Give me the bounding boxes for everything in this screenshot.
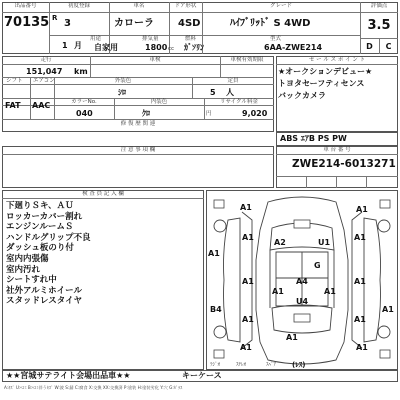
yen-label: 円	[206, 111, 212, 117]
lot-number: 70135	[4, 15, 50, 30]
shift: FAT	[5, 101, 21, 110]
color-label: 外装色	[114, 78, 132, 84]
chassis-label: 車 台 番 号	[323, 147, 351, 153]
venue-note: ★★宮城サテライト会場出品車★★	[6, 371, 131, 380]
fuel-label: 燃料	[185, 36, 197, 42]
damage-tag: A1	[354, 315, 366, 324]
interior-color-label: 内装色	[150, 99, 168, 105]
notes-label: 注 意 事 項 欄	[120, 147, 156, 153]
inspection-line: ロッカーカバー割れ	[6, 211, 83, 222]
damage-tag: A4	[296, 277, 308, 286]
exterior-score: C	[385, 42, 392, 51]
inspection-line: シートすれ中	[6, 275, 57, 286]
damage-tag: A1	[272, 287, 284, 296]
capacity-unit: 人	[226, 88, 234, 97]
doors-label: ドア形状	[174, 3, 197, 9]
doors: 4SD	[178, 18, 201, 29]
usage-label: 用途	[90, 36, 102, 42]
usage: 自家用	[94, 43, 118, 52]
shift-label: シフト	[6, 78, 23, 84]
sales-point-line: ★オークションデビュー★	[278, 67, 373, 76]
sales-point-line: トヨタセーフティセンス	[278, 79, 365, 88]
sales-point-label: セ ー ル ス ポ イ ン ト	[308, 57, 366, 63]
aircon: AAC	[32, 101, 51, 110]
capacity-label: 定員	[227, 78, 239, 84]
damage-tag: A1	[382, 305, 394, 314]
damage-tag: U1	[318, 238, 331, 247]
exterior-color: ｼﾛ	[118, 88, 126, 97]
flag-label: (ﾚｽ)	[292, 361, 306, 369]
history-label: 修 復 歴 関 連	[120, 121, 156, 127]
equipment: ABS ｴｱB PS PW	[280, 134, 347, 143]
inspection-line: エンジンルームＳ	[6, 222, 74, 233]
damage-tag: G	[314, 261, 321, 270]
fuel: ｶﾞｿﾘﾝ	[184, 43, 204, 52]
key-case-note: キーケース	[182, 371, 222, 380]
grade: ﾊｲﾌﾞﾘｯﾄﾞ S 4WD	[230, 18, 311, 29]
damage-tag: A1	[242, 315, 254, 324]
damage-tag: B4	[210, 305, 222, 314]
inspection-line: 室内汚れ	[6, 264, 41, 275]
damage-tag: A1	[240, 343, 252, 352]
mileage-unit: km	[74, 67, 88, 76]
damage-tag: A1	[354, 233, 366, 242]
inspection-notes	[6, 201, 91, 307]
cc-unit: cc	[168, 46, 175, 52]
sales-point-line: バックカメラ	[278, 91, 326, 100]
recycle-label: リサイクル料金	[220, 99, 258, 105]
damage-legend: A:ｷｽﾞ U:ﾍｺﾐ B:ﾍｺﾐ伴うｷｽﾞ W:波 S:錆 C:腐食 X:交換 XX:交換済 P:塗装 H:塗装劣化 Y:穴 G:ｶﾞﾗｽ	[4, 385, 183, 390]
month-unit: 月	[74, 41, 82, 50]
damage-tag: A1	[356, 205, 368, 214]
damage-tag: A1	[208, 249, 220, 258]
damage-tag: A1	[286, 333, 298, 342]
spare-label: ｽﾍﾟｱ	[266, 362, 277, 368]
recycle-fee: 9,020	[242, 109, 268, 118]
chassis-number: ZWE214-6013271	[292, 158, 396, 170]
car-name: カローラ	[114, 18, 154, 29]
year: 3	[64, 18, 71, 29]
model-label: 型式	[270, 36, 282, 42]
interior-color: ｸﾛ	[142, 109, 150, 118]
era: R	[52, 14, 58, 22]
damage-tag: A1	[354, 277, 366, 286]
inspection-label: 検 査 員 記 入 欄	[82, 191, 124, 197]
damage-tag: A1	[242, 233, 254, 242]
damage-tag: A1	[242, 277, 254, 286]
inspection-line: ダッシュ板のり付	[6, 243, 74, 254]
car-damage-diagram	[206, 190, 398, 370]
inspection-line: スタッドレスタイヤ	[6, 296, 83, 307]
mileage-label: 走行	[40, 57, 52, 63]
damage-tag: A1	[324, 287, 336, 296]
capacity: 5	[210, 88, 216, 97]
radio-label: ﾗｼﾞｵ	[210, 362, 221, 368]
cc-label: 排気量	[142, 36, 159, 42]
lot-label: 出品番号	[14, 3, 37, 9]
interior-score: D	[366, 42, 373, 51]
damage-tag: A1	[240, 203, 252, 212]
month: 1	[62, 41, 68, 50]
score-label: 評価点	[370, 3, 388, 9]
damage-tag: A2	[274, 238, 286, 247]
inspection-line: ハンドルグリップ不良	[6, 232, 91, 243]
aircon-label: エアコン	[33, 78, 55, 84]
inspection-label: 車検	[149, 57, 161, 63]
grade-label: グレード	[269, 3, 292, 9]
overall-score: 3.5	[367, 18, 391, 33]
color-no-label: カラーNo.	[71, 99, 97, 105]
damage-tag: A1	[356, 343, 368, 352]
car-name-label: 車名	[133, 3, 145, 9]
auction-sheet	[2, 2, 398, 398]
color-no: 040	[76, 109, 93, 118]
mileage: 151,047	[26, 67, 63, 76]
year-label: 初度登録	[67, 3, 90, 9]
damage-tag: U4	[296, 297, 309, 306]
model: 6AA-ZWE214	[264, 43, 323, 52]
inspection-line: 室内内張傷	[6, 253, 49, 264]
inspection-line: 下廻りＳキ、ＡＵ	[6, 201, 74, 211]
inspection-period-label: 車検有効期限	[230, 57, 264, 63]
stereo-label: ｽﾃﾚｵ	[236, 362, 247, 368]
inspection-line: 社外アルミホイール	[6, 285, 82, 296]
cc: 1800	[145, 43, 168, 52]
